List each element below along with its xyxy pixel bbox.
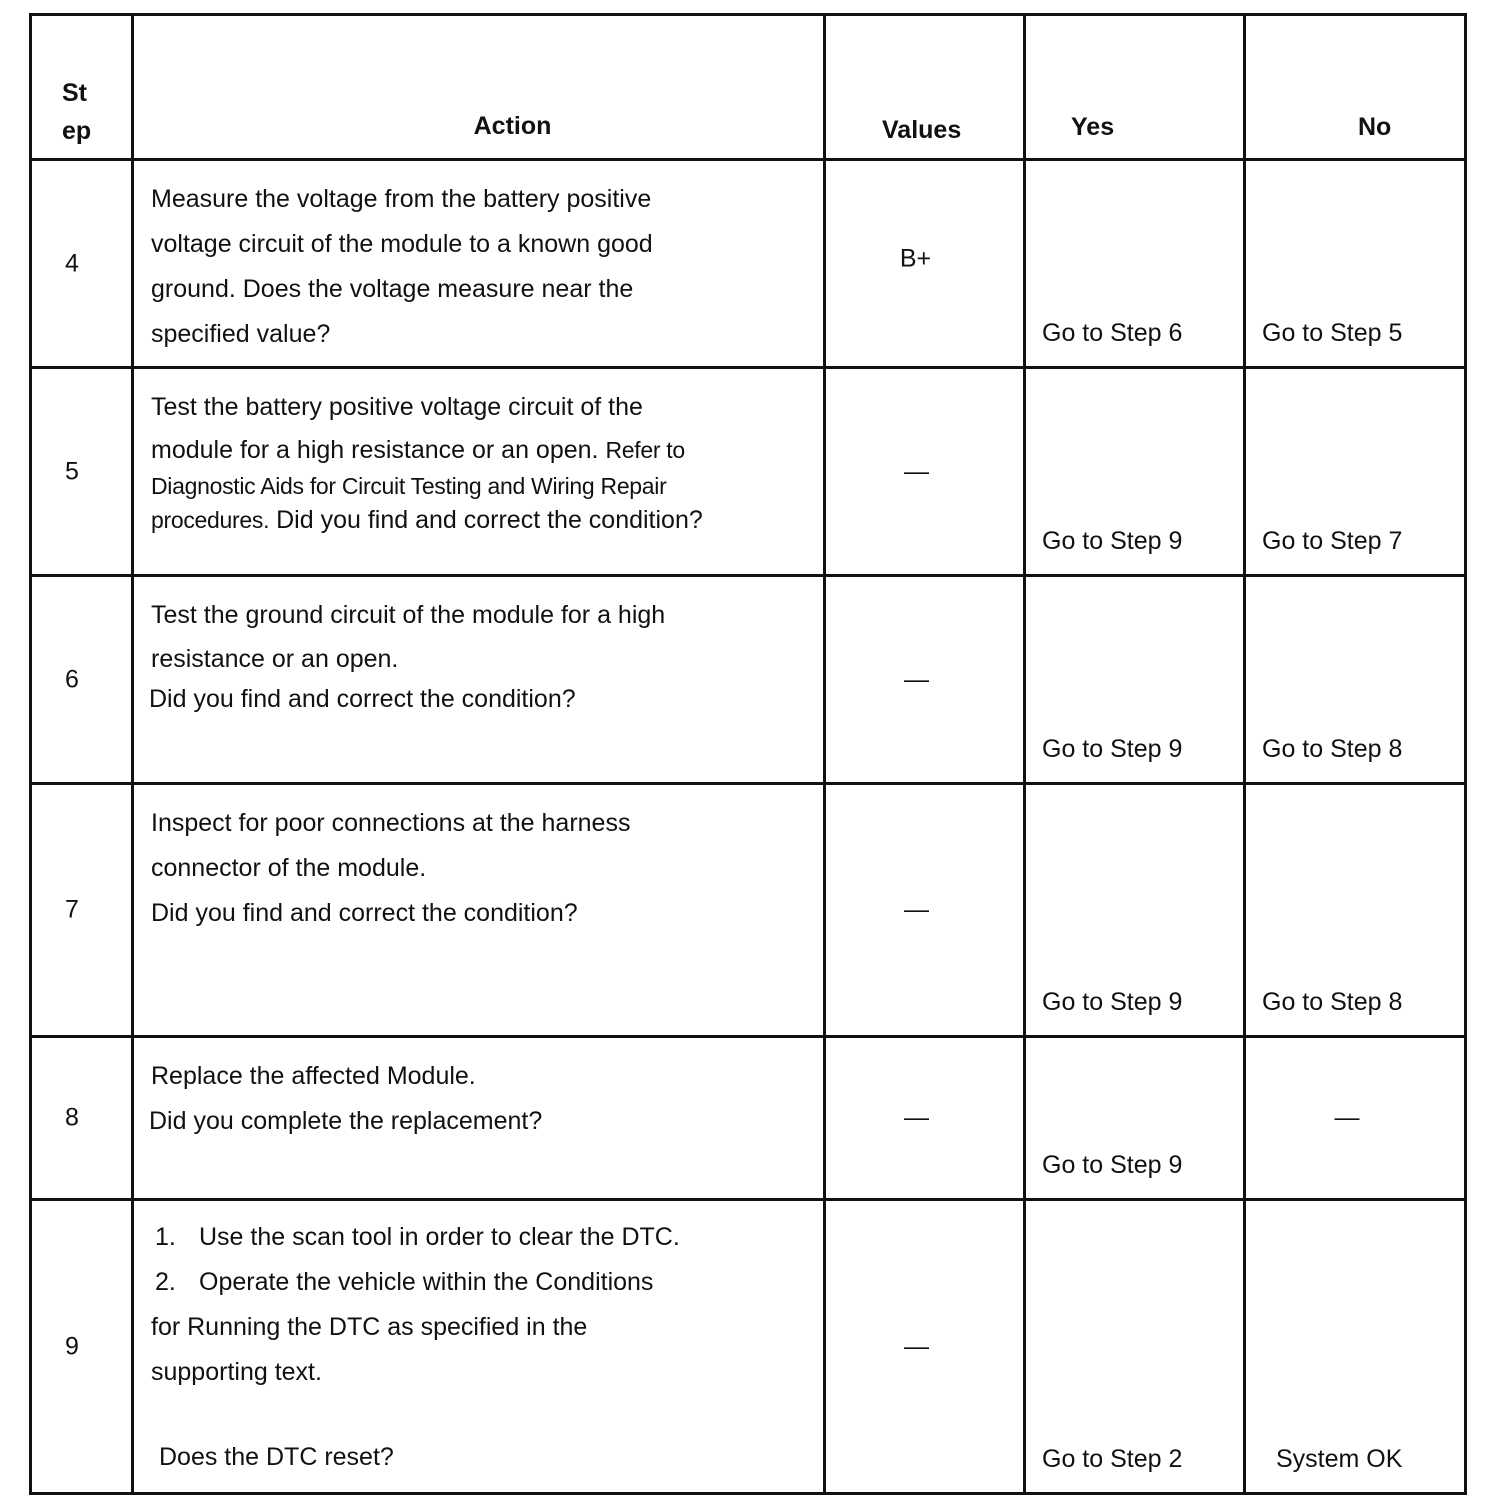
list-item-number: 1. [155,1223,176,1251]
step-cell [31,784,133,1037]
yes-cell [1025,368,1245,576]
action-line: Did you complete the replacement? [149,1107,543,1135]
header-step-line1: St [62,79,87,107]
action-last-small: procedures. [151,507,270,533]
table-row-step-8 [31,1037,1466,1200]
step-cell [31,576,133,784]
no-result-text: System OK [1276,1445,1403,1473]
header-yes [1025,15,1245,160]
list-item-text: Operate the vehicle within the Conditions [199,1268,654,1296]
yes-go-to-step: Go to Step 9 [1042,735,1183,763]
action-line: Did you find and correct the condition? [151,899,578,927]
action-line: Replace the affected Module. [151,1062,476,1090]
step-number: 5 [65,457,79,485]
diagnostic-table [29,13,1467,1495]
no-go-to-step: Go to Step 8 [1262,735,1403,763]
action-line: specified value? [151,320,331,348]
action-cell [133,784,825,1037]
table-row-step-6 [31,576,1466,784]
values-cell [825,1037,1025,1200]
action-cell [133,576,825,784]
action-line: for Running the DTC as specified in the [151,1313,588,1341]
yes-cell [1025,1200,1245,1494]
header-values [825,15,1025,160]
action-line: module for a high resistance or an open. [151,436,599,464]
action-cell [133,368,825,576]
action-question: Does the DTC reset? [159,1443,394,1471]
step-number: 9 [65,1332,79,1360]
action-cell [133,1037,825,1200]
list-item-text: Use the scan tool in order to clear the DTC. [199,1223,680,1251]
table-row-step-4 [31,160,1466,368]
action-line: Test the ground circuit of the module for a high [151,601,666,629]
action-line: voltage circuit of the module to a known good [151,230,653,258]
header-row [31,15,1466,160]
no-go-to-step: Go to Step 8 [1262,988,1403,1016]
step-cell [31,160,133,368]
no-value-text: — [1334,1103,1360,1132]
step-number: 8 [65,1103,79,1132]
yes-cell [1025,576,1245,784]
action-line: Measure the voltage from the battery positive [151,185,652,213]
action-inline-small: Refer to [605,437,685,463]
action-small-line: Diagnostic Aids for Circuit Testing and Wiring Repair [151,473,667,499]
table-row-step-5 [31,368,1466,576]
table-row-step-9 [31,1200,1466,1494]
value-text: — [904,1103,929,1132]
values-cell [825,368,1025,576]
no-cell [1245,1200,1466,1494]
action-cell [133,1200,825,1494]
yes-cell [1025,1037,1245,1200]
step-cell [31,1037,133,1200]
list-item [151,1215,803,1260]
header-no [1245,15,1466,160]
yes-go-to-step: Go to Step 9 [1042,527,1183,555]
step-number: 4 [65,249,79,277]
value-text: — [904,895,929,924]
action-line: ground. Does the voltage measure near the [151,275,634,303]
action-line: Inspect for poor connections at the harness [151,809,631,837]
value-text: B+ [899,244,932,273]
step-number: 7 [65,895,79,924]
no-go-to-step: Go to Step 5 [1262,319,1403,347]
header-step-line2: ep [62,117,92,145]
step-cell [31,368,133,576]
header-action [133,15,825,160]
yes-cell [1025,160,1245,368]
action-cell [133,160,825,368]
action-line: Did you find and correct the condition? [149,685,576,713]
yes-cell [1025,784,1245,1037]
values-cell [825,576,1025,784]
header-values-label: Values [882,116,962,144]
yes-go-to-step: Go to Step 9 [1042,1151,1183,1179]
list-item [151,1260,803,1305]
action-line: supporting text. [151,1358,322,1386]
yes-go-to-step: Go to Step 6 [1042,319,1183,347]
action-line: Test the battery positive voltage circuit of the [151,393,643,421]
action-line: connector of the module. [151,854,427,882]
no-cell [1245,368,1466,576]
no-go-to-step: Go to Step 7 [1262,527,1403,555]
header-yes-label: Yes [1071,113,1115,141]
action-last-normal: Did you find and correct the condition? [276,506,703,534]
value-text: — [904,457,929,485]
step-cell [31,1200,133,1494]
header-action-label: Action [473,112,552,140]
no-cell [1245,1037,1466,1200]
yes-go-to-step: Go to Step 2 [1042,1445,1183,1473]
header-step [31,15,133,160]
value-text: — [904,1332,929,1360]
value-text: — [904,665,929,693]
values-cell [825,160,1025,368]
values-cell [825,784,1025,1037]
table-row-step-7 [31,784,1466,1037]
yes-go-to-step: Go to Step 9 [1042,988,1183,1016]
step-number: 6 [65,665,79,693]
values-cell [825,1200,1025,1494]
no-cell [1245,784,1466,1037]
action-line: resistance or an open. [151,645,399,673]
header-no-label: No [1358,113,1392,141]
no-cell [1245,160,1466,368]
no-cell [1245,576,1466,784]
list-item-number: 2. [155,1268,176,1296]
